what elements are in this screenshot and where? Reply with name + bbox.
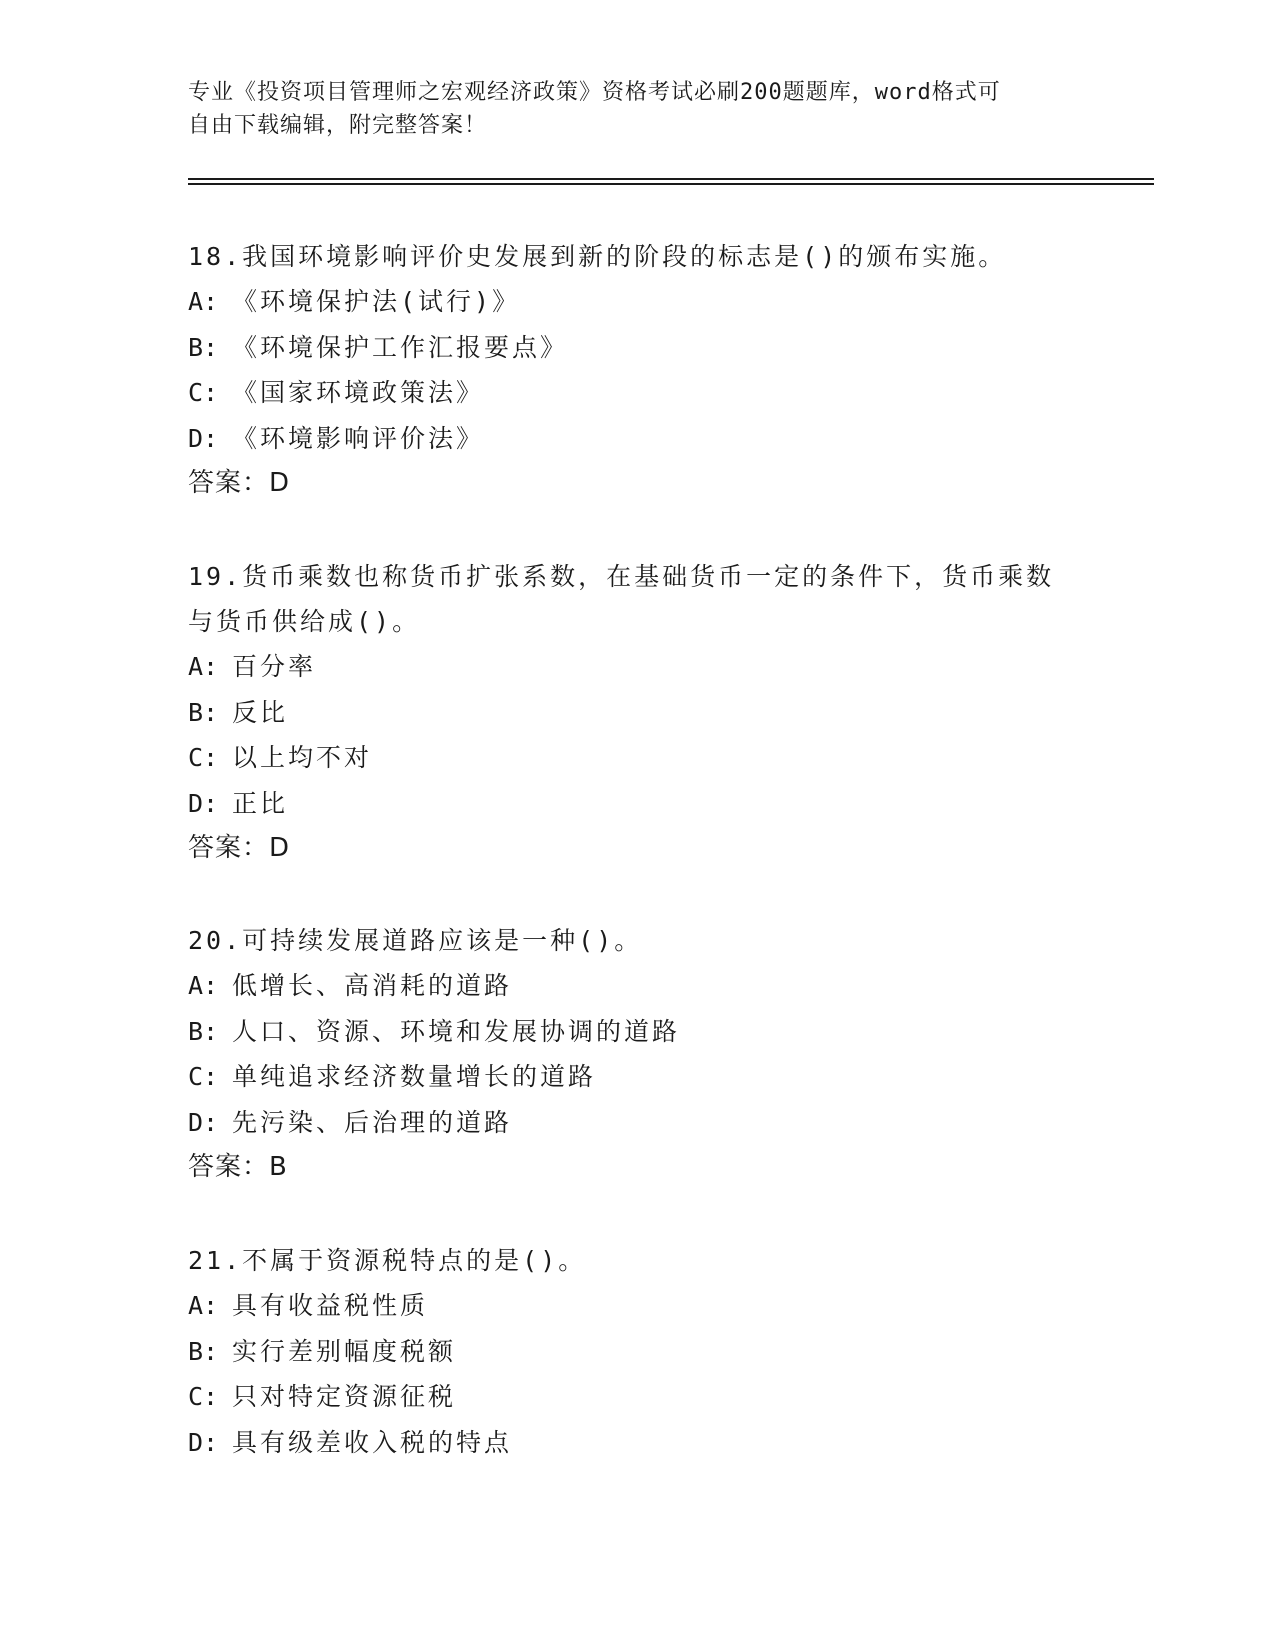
option-key: A:	[188, 1291, 219, 1320]
option-text: 正比	[232, 788, 289, 818]
option-text: 先污染、后治理的道路	[232, 1107, 513, 1137]
option-key: C:	[188, 378, 219, 407]
document-header	[188, 76, 1088, 142]
option-text: 反比	[232, 697, 289, 727]
option-b	[188, 325, 1088, 371]
answer-line: 答案：D	[188, 468, 291, 498]
option-a	[188, 279, 1088, 325]
option-key: B:	[188, 1016, 219, 1046]
option-key: D:	[188, 1427, 219, 1457]
option-text: 具有收益税性质	[232, 1291, 429, 1320]
option-key: A:	[188, 287, 219, 316]
question-stem: 18.我国环境影响评价史发展到新的阶段的标志是()的颁布实施。	[188, 242, 1007, 271]
option-text: 《环境保护工作汇报要点》	[232, 332, 569, 362]
option-key: D:	[188, 423, 219, 453]
option-c	[188, 735, 1088, 781]
option-key: C:	[188, 743, 219, 772]
option-text: 具有级差收入税的特点	[232, 1427, 513, 1457]
option-key: B:	[188, 332, 219, 362]
option-b	[188, 690, 1088, 736]
option-d	[188, 416, 1088, 462]
option-text: 《环境影响评价法》	[232, 423, 485, 453]
option-d	[188, 1100, 1088, 1146]
option-key: A:	[188, 971, 219, 1000]
option-text: 人口、资源、环境和发展协调的道路	[232, 1016, 681, 1046]
header-line-1: 专业《投资项目管理师之宏观经济政策》资格考试必刷200题题库，word格式可	[188, 80, 1001, 105]
question-21	[188, 1238, 1088, 1465]
option-b	[188, 1009, 1088, 1055]
question-20	[188, 918, 1088, 1190]
option-key: A:	[188, 652, 219, 681]
option-text: 《国家环境政策法》	[232, 378, 485, 407]
option-a	[188, 644, 1088, 690]
question-19	[188, 554, 1088, 871]
option-c	[188, 370, 1088, 416]
answer-line: 答案：D	[188, 833, 291, 863]
question-stem-line-2: 与货币供给成()。	[188, 607, 421, 636]
option-text: 只对特定资源征税	[232, 1382, 457, 1411]
question-stem: 20.可持续发展道路应该是一种()。	[188, 926, 643, 955]
header-line-2: 自由下载编辑，附完整答案！	[188, 113, 488, 138]
option-key: B:	[188, 1336, 219, 1366]
option-b	[188, 1329, 1088, 1375]
option-key: C:	[188, 1062, 219, 1091]
option-key: B:	[188, 697, 219, 727]
option-text: 低增长、高消耗的道路	[232, 971, 513, 1000]
option-a	[188, 963, 1088, 1009]
option-c	[188, 1374, 1088, 1420]
option-key: C:	[188, 1382, 219, 1411]
question-stem-line-1: 19.货币乘数也称货币扩张系数，在基础货币一定的条件下，货币乘数	[188, 562, 1055, 591]
option-key: D:	[188, 1107, 219, 1137]
question-18	[188, 234, 1088, 506]
option-d	[188, 1420, 1088, 1466]
option-text: 百分率	[232, 652, 317, 681]
option-c	[188, 1054, 1088, 1100]
answer-line: 答案：B	[188, 1152, 288, 1182]
header-divider-top	[188, 178, 1154, 180]
option-text: 实行差别幅度税额	[232, 1336, 457, 1366]
option-text: 单纯追求经济数量增长的道路	[232, 1062, 597, 1091]
option-a	[188, 1283, 1088, 1329]
option-key: D:	[188, 788, 219, 818]
question-stem: 21.不属于资源税特点的是()。	[188, 1246, 587, 1275]
option-d	[188, 781, 1088, 827]
option-text: 《环境保护法(试行)》	[232, 287, 521, 316]
header-divider-bottom	[188, 183, 1154, 185]
option-text: 以上均不对	[232, 743, 373, 772]
